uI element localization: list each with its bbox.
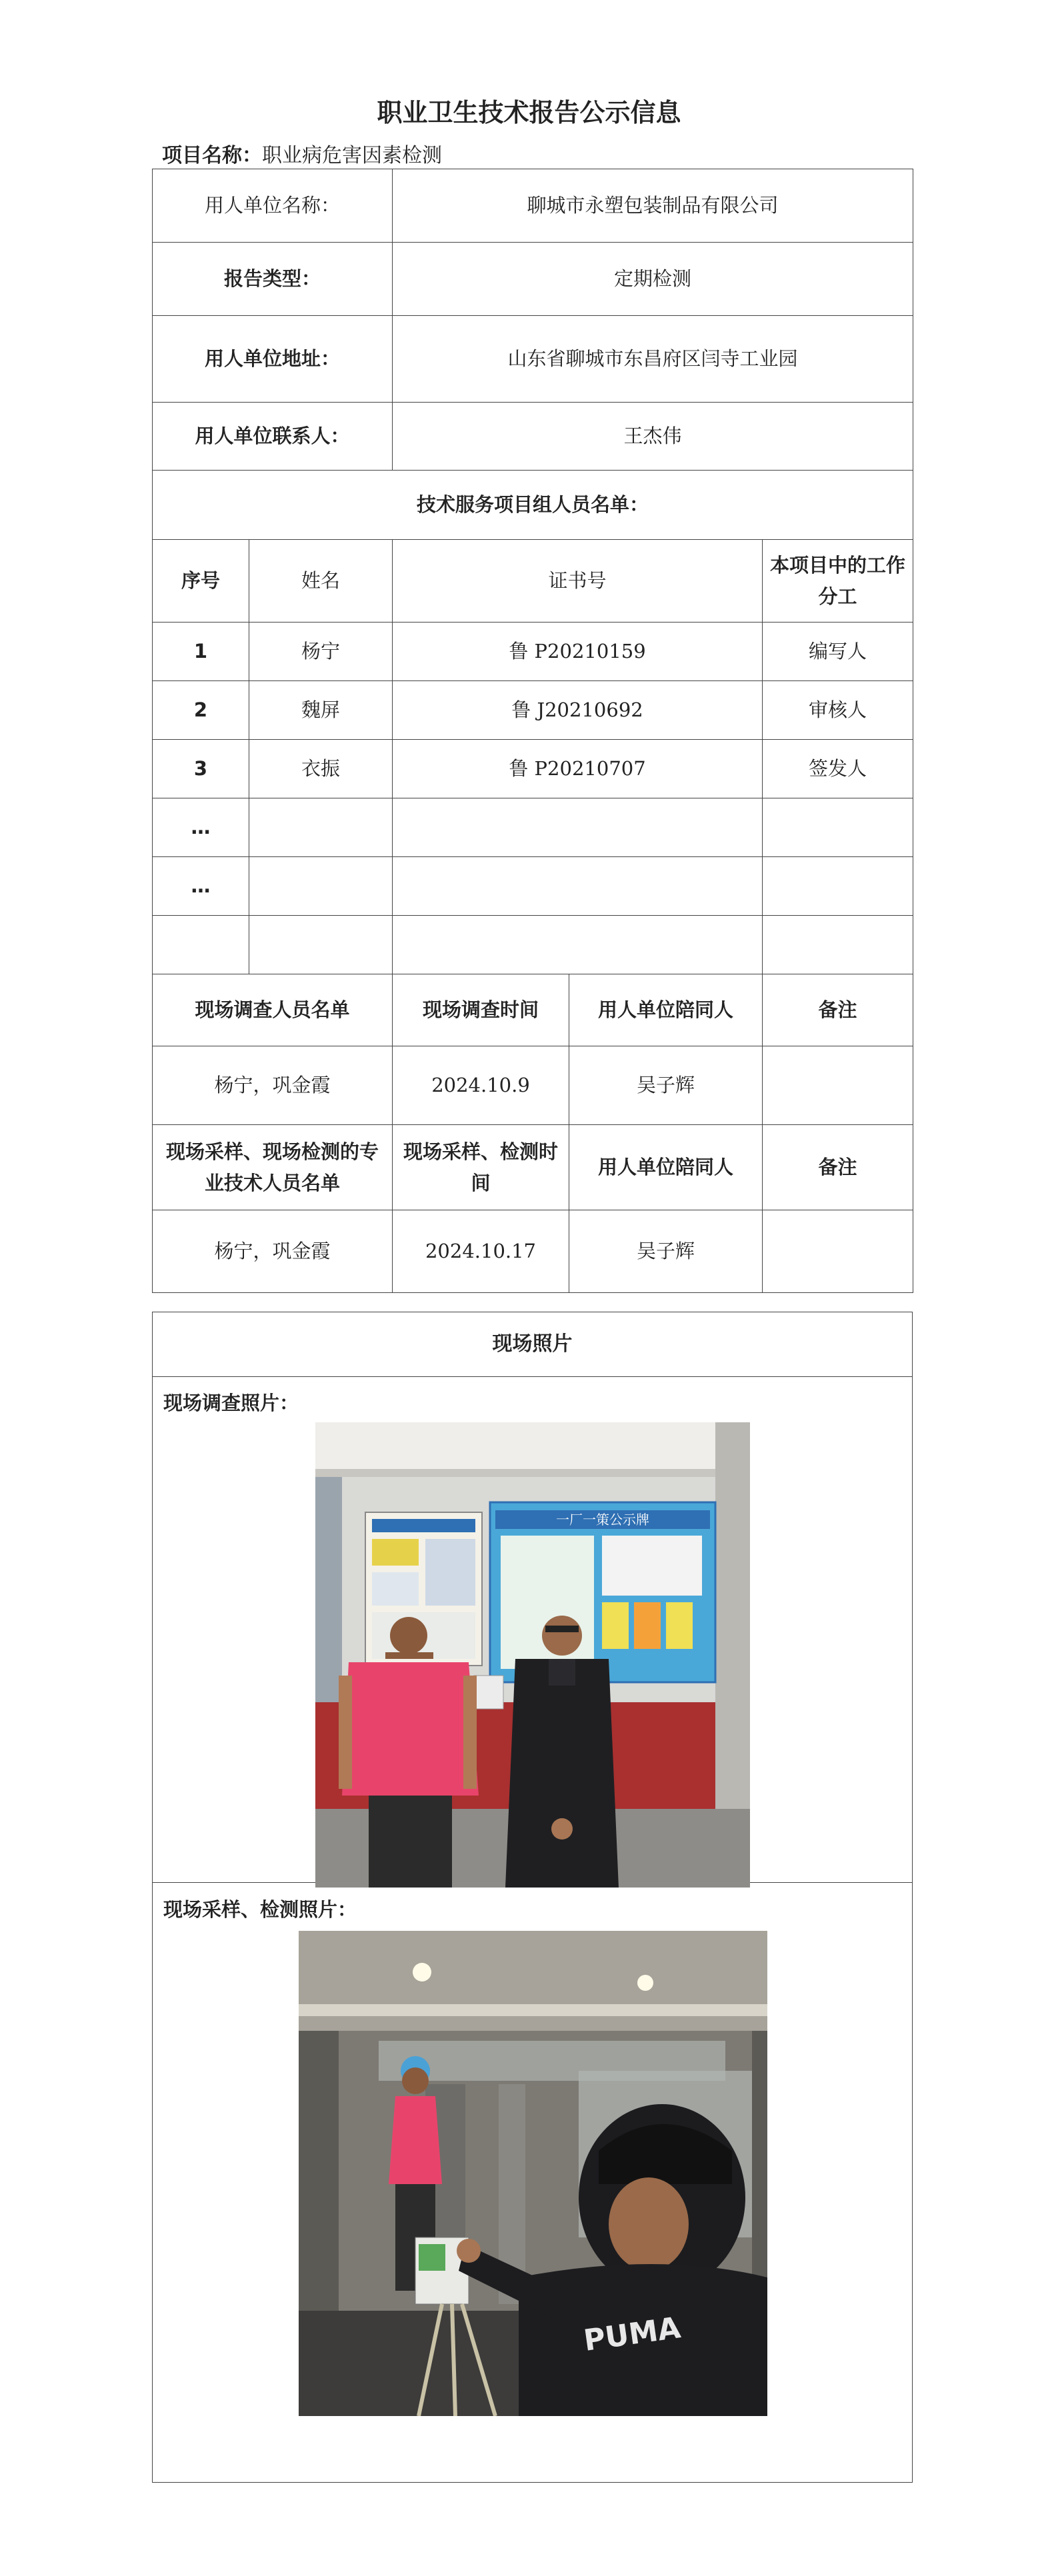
team-role: 编写人 bbox=[763, 623, 913, 681]
team-no: … bbox=[153, 798, 249, 857]
sampling-header: 现场采样、现场检测的专业技术人员名单 bbox=[153, 1125, 393, 1210]
sampling-photo bbox=[299, 1931, 767, 2416]
team-name bbox=[249, 798, 393, 857]
team-no: 3 bbox=[153, 740, 249, 798]
sampling-escort: 吴子辉 bbox=[569, 1210, 763, 1293]
survey-header: 现场调查时间 bbox=[393, 974, 569, 1046]
info-row-type bbox=[153, 243, 913, 316]
project-line bbox=[162, 139, 442, 168]
sampling-row bbox=[153, 1210, 913, 1293]
sampling-header-row bbox=[153, 1125, 913, 1210]
info-row-contact bbox=[153, 403, 913, 471]
photos-title: 现场照片 bbox=[153, 1312, 912, 1377]
team-cert: 鲁 P20210159 bbox=[393, 623, 763, 681]
survey-photo bbox=[315, 1422, 750, 1888]
team-no: 1 bbox=[153, 623, 249, 681]
sampling-header: 用人单位陪同人 bbox=[569, 1125, 763, 1210]
survey-header: 现场调查人员名单 bbox=[153, 974, 393, 1046]
sampling-people: 杨宁，巩金霞 bbox=[153, 1210, 393, 1293]
team-role: 审核人 bbox=[763, 681, 913, 740]
team-row bbox=[153, 740, 913, 798]
info-value: 山东省聊城市东昌府区闫寺工业园 bbox=[393, 316, 913, 403]
survey-people: 杨宁，巩金霞 bbox=[153, 1046, 393, 1125]
team-name: 衣振 bbox=[249, 740, 393, 798]
info-label: 用人单位名称： bbox=[153, 169, 393, 243]
sampling-note bbox=[763, 1210, 913, 1293]
sampling-header: 备注 bbox=[763, 1125, 913, 1210]
info-label: 报告类型： bbox=[153, 243, 393, 316]
team-no: … bbox=[153, 857, 249, 916]
info-value: 王杰伟 bbox=[393, 403, 913, 471]
project-value: 职业病危害因素检测 bbox=[262, 144, 442, 167]
survey-photo-label: 现场调查照片： bbox=[163, 1392, 299, 1414]
team-role: 签发人 bbox=[763, 740, 913, 798]
info-row-address bbox=[153, 316, 913, 403]
team-title-row bbox=[153, 471, 913, 540]
info-table bbox=[152, 169, 913, 1293]
sampling-photo-section bbox=[153, 1883, 912, 2483]
team-header: 证书号 bbox=[393, 540, 763, 623]
team-no bbox=[153, 916, 249, 974]
team-row bbox=[153, 857, 913, 916]
team-name bbox=[249, 916, 393, 974]
team-role bbox=[763, 916, 913, 974]
photos-section bbox=[152, 1312, 913, 2483]
sampling-header: 现场采样、检测时间 bbox=[393, 1125, 569, 1210]
survey-photo-image bbox=[315, 1422, 750, 1888]
team-name: 魏屏 bbox=[249, 681, 393, 740]
info-value: 聊城市永塑包装制品有限公司 bbox=[393, 169, 913, 243]
sampling-photo-label: 现场采样、检测照片： bbox=[163, 1898, 357, 1921]
team-title: 技术服务项目组人员名单： bbox=[153, 471, 913, 540]
team-row bbox=[153, 681, 913, 740]
team-no: 2 bbox=[153, 681, 249, 740]
team-header: 序号 bbox=[153, 540, 249, 623]
survey-escort: 吴子辉 bbox=[569, 1046, 763, 1125]
info-label: 用人单位地址： bbox=[153, 316, 393, 403]
survey-photo-section bbox=[153, 1376, 912, 1883]
team-row bbox=[153, 623, 913, 681]
team-header-row bbox=[153, 540, 913, 623]
info-label: 用人单位联系人： bbox=[153, 403, 393, 471]
team-cert bbox=[393, 916, 763, 974]
sampling-time: 2024.10.17 bbox=[393, 1210, 569, 1293]
sampling-photo-image bbox=[299, 1931, 767, 2416]
team-row bbox=[153, 798, 913, 857]
team-header: 本项目中的工作分工 bbox=[763, 540, 913, 623]
team-header: 姓名 bbox=[249, 540, 393, 623]
page-title: 职业卫生技术报告公示信息 bbox=[377, 98, 681, 127]
team-role bbox=[763, 857, 913, 916]
survey-header: 备注 bbox=[763, 974, 913, 1046]
board-title-text: 一厂一策公示牌 bbox=[556, 1512, 649, 1528]
team-cert: 鲁 P20210707 bbox=[393, 740, 763, 798]
survey-row bbox=[153, 1046, 913, 1125]
survey-note bbox=[763, 1046, 913, 1125]
info-value: 定期检测 bbox=[393, 243, 913, 316]
project-label: 项目名称： bbox=[162, 144, 262, 167]
team-role bbox=[763, 798, 913, 857]
team-cert bbox=[393, 857, 763, 916]
svg-text:PUMA: PUMA bbox=[581, 2311, 683, 2358]
team-cert bbox=[393, 798, 763, 857]
team-name bbox=[249, 857, 393, 916]
team-cert: 鲁 J20210692 bbox=[393, 681, 763, 740]
team-row bbox=[153, 916, 913, 974]
survey-header: 用人单位陪同人 bbox=[569, 974, 763, 1046]
survey-header-row bbox=[153, 974, 913, 1046]
survey-time: 2024.10.9 bbox=[393, 1046, 569, 1125]
info-row-name bbox=[153, 169, 913, 243]
team-name: 杨宁 bbox=[249, 623, 393, 681]
